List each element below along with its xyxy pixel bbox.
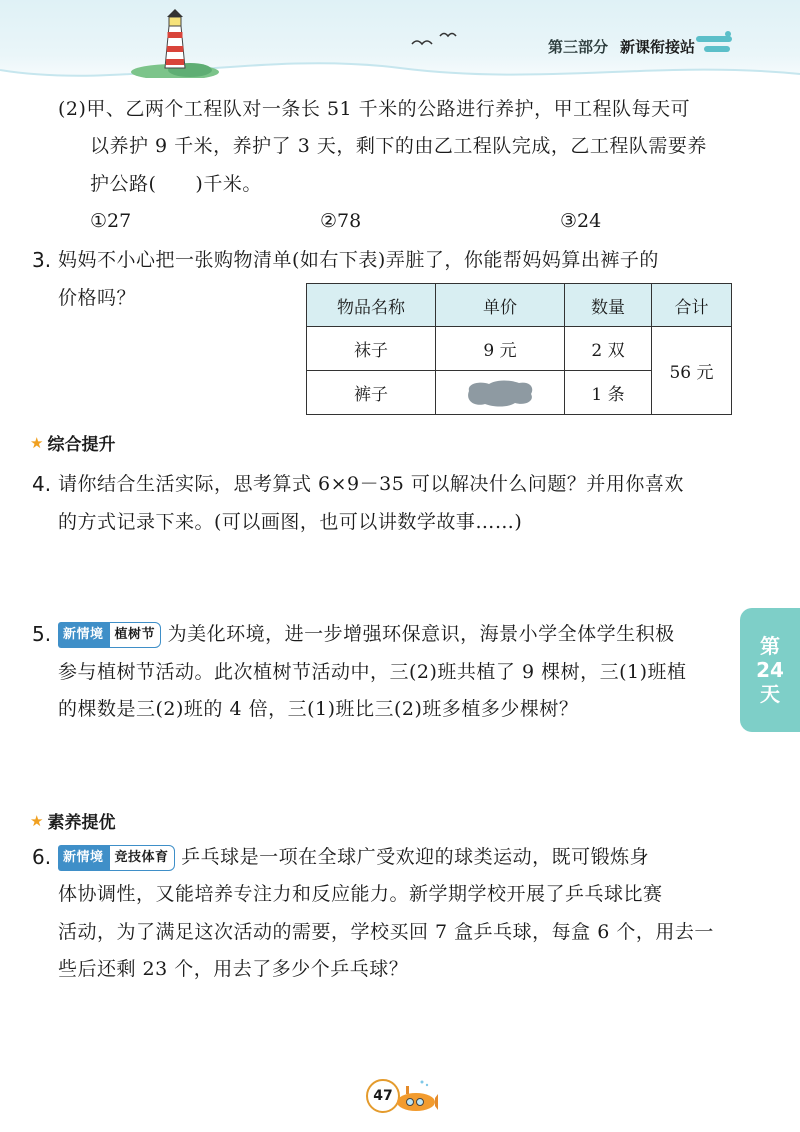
q5-number: 5.	[32, 622, 52, 646]
section-literacy	[30, 808, 115, 833]
table-header-row	[307, 284, 732, 327]
q2-line-2: 以养护 9 千米，养护了 3 天，剩下的由乙工程队完成，乙工程队需要养	[90, 135, 707, 157]
star-icon: ★	[30, 433, 44, 452]
cell-quantity: 1 条	[565, 371, 652, 415]
q6-number: 6.	[32, 845, 52, 869]
q3-line-2: 价格吗？	[58, 287, 137, 309]
q3-line-1: 妈妈不小心把一张购物清单(如右下表)弄脏了，你能帮妈妈算出裤子的	[58, 249, 659, 271]
q2-option-3[interactable]: ③24	[560, 210, 602, 232]
new-scenario-tag: 新情境	[58, 622, 109, 648]
topic-tag: 植树节	[109, 622, 162, 648]
q6-line-1	[58, 845, 649, 871]
q5-line-2: 参与植树节活动。此次植树节活动中，三(2)班共植了 9 棵树，三(1)班植	[58, 661, 687, 683]
q6-line-3: 活动，为了满足这次活动的需要，学校买回 7 盒乒乓球，每盒 6 个，用去一	[58, 921, 714, 943]
header-quantity: 数量	[565, 284, 652, 327]
q5-line-1	[58, 622, 675, 648]
day-side-tab[interactable]	[740, 608, 800, 732]
cell-item-name: 裤子	[307, 371, 436, 415]
side-tab-line-3: 天	[760, 682, 780, 706]
header-series-label: 新课衔接站	[620, 38, 696, 56]
new-scenario-tag: 新情境	[58, 845, 109, 871]
header-part-label: 第三部分	[548, 38, 609, 56]
q5-line-1-text: 为美化环境，进一步增强环保意识，海景小学全体学生积极	[167, 623, 675, 645]
header-total: 合计	[652, 284, 732, 327]
shopping-list-table	[306, 283, 732, 415]
lighthouse-icon	[130, 8, 220, 78]
page-number: 47	[366, 1079, 400, 1113]
section-comprehensive	[30, 430, 115, 455]
q2-line-1: (2)甲、乙两个工程队对一条长 51 千米的公路进行养护，甲工程队每天可	[58, 98, 691, 120]
header-unit-price: 单价	[436, 284, 565, 327]
cell-quantity: 2 双	[565, 327, 652, 371]
series-logo-icon	[694, 30, 734, 58]
side-tab-line-1: 第	[760, 634, 780, 658]
q4-line-2: 的方式记录下来。(可以画图，也可以讲数学故事……)	[58, 511, 523, 533]
q4-number: 4.	[32, 472, 52, 496]
cell-total: 56 元	[652, 327, 732, 415]
ink-stain-icon	[463, 377, 537, 409]
table-row	[307, 327, 732, 371]
cell-unit-price: 9 元	[436, 327, 565, 371]
birds-icon	[410, 28, 460, 52]
star-icon: ★	[30, 811, 44, 830]
q2-line-3: 护公路( )千米。	[90, 173, 262, 195]
cell-unit-price-smudged	[436, 371, 565, 415]
q6-line-4: 些后还剩 23 个，用去了多少个乒乓球？	[58, 958, 409, 980]
topic-tag: 竞技体育	[109, 845, 175, 871]
section-title: 素养提优	[47, 813, 116, 833]
q2-option-1[interactable]: ①27	[90, 210, 132, 232]
q6-line-1-text: 乒乓球是一项在全球广受欢迎的球类运动，既可锻炼身	[181, 846, 650, 868]
q5-line-3: 的棵数是三(2)班的 4 倍，三(1)班比三(2)班多植多少棵树？	[58, 698, 579, 720]
section-title: 综合提升	[47, 435, 116, 455]
side-tab-day-number: 24	[756, 658, 784, 682]
q3-number: 3.	[32, 248, 52, 272]
q4-line-1: 请你结合生活实际，思考算式 6×9－35 可以解决什么问题？并用你喜欢	[58, 473, 684, 495]
submarine-icon	[392, 1078, 438, 1114]
q6-line-2: 体协调性，又能培养专注力和反应能力。新学期学校开展了乒乓球比赛	[58, 883, 663, 905]
q2-option-2[interactable]: ②78	[320, 210, 362, 232]
cell-item-name: 袜子	[307, 327, 436, 371]
header-item-name: 物品名称	[307, 284, 436, 327]
